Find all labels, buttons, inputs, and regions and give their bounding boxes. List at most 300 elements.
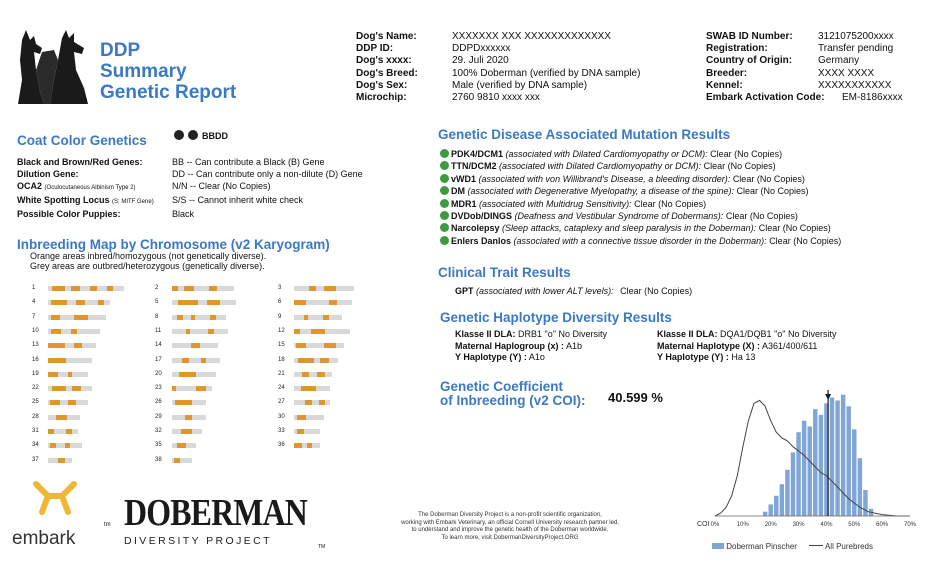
chromosome-label: 13 [32,342,39,349]
x-tick-label: 20% [764,522,777,528]
registration-row [706,31,903,43]
inbred-segment [191,343,200,348]
dog-info-row [356,68,640,80]
clinical-result: Clear (No Copies) [620,286,693,296]
chromosome-label: 8 [155,313,159,320]
dog-info-value: DDPDxxxxxx [452,43,511,55]
histogram-bar [830,398,834,516]
dog-info-value: 29. Juli 2020 [452,55,509,67]
inbred-segment [309,286,316,291]
inbred-segment [298,358,313,363]
inbred-segment [178,300,197,305]
chromosome-bar [172,300,236,305]
clinical-title: Clinical Trait Results [438,265,571,280]
chromosome-bar [48,315,106,320]
histogram-bar [791,452,795,516]
chromosome-bar [294,400,330,405]
coat-genotype: BBDD [174,130,228,141]
inbred-segment [98,300,104,305]
inbreeding-map-title: Inbreeding Map by Chromosome (v2 Karyogram) [17,237,330,252]
disease-name: Narcolepsy [451,223,500,234]
inbred-segment [179,372,197,377]
chromosome-bar [172,443,196,448]
report-title [100,40,236,103]
inbred-segment [68,372,72,377]
chromosome-label: 33 [278,428,285,434]
inbred-segment [58,458,65,463]
chromosome-label: 11 [155,327,162,334]
coat-label-text: White Spotting Locus [17,195,110,205]
inbred-segment [319,400,324,405]
black-dot-icon [188,130,198,140]
coat-label-sub: (S: MITF Gene) [112,199,154,205]
registration-row [706,43,903,55]
x-tick-label: 40% [820,522,833,528]
x-tick-label: 60% [876,522,889,528]
chromosome-label: 1 [32,285,36,291]
disease-row [440,173,841,185]
inbred-segment [210,315,215,320]
chromosome-bar [172,286,234,291]
chromosome-bar [294,415,324,420]
title-line-1: DDP [100,40,141,61]
chromosome-label: 24 [278,385,285,392]
x-tick-label: 30% [792,522,805,528]
chromosome-bar [48,329,100,334]
inbred-segment [294,443,302,448]
doberman-silhouette-logo [14,30,96,106]
inbred-segment [181,429,192,434]
clear-status-icon [440,174,449,183]
chromosome-label: 37 [32,456,39,463]
all-purebreds-line [715,400,910,516]
chromosome-bar [172,343,218,348]
histogram-bar [763,512,767,516]
chromosome-label: 18 [278,356,285,363]
disease-result: Clear (No Copies) [703,161,776,172]
chromosome-label: 32 [155,428,162,434]
inbred-segment [301,386,315,391]
registration-value: Germany [818,55,860,67]
chromosome-bar [294,343,344,348]
dog-info-row [356,92,640,104]
chromosome-bar [48,429,78,434]
chromosome-bar [48,400,88,405]
coat-row [17,180,363,194]
inbred-segment [294,300,306,305]
chromosome-bar [294,372,332,377]
chromosome-label: 10 [32,327,39,334]
inbred-segment [201,358,206,363]
dog-info-row [356,80,640,92]
chromosome-label: 9 [278,313,282,320]
inbred-segment [304,315,309,320]
inbred-segment [71,329,76,334]
disease-result: Clear (No Copies) [725,211,798,222]
dog-info-row [356,43,640,55]
disease-name: DVDob/DINGS [451,211,513,222]
histogram-bar [863,490,867,516]
haplotype-label: Y Haplotype (Y) : [455,352,527,362]
inbred-segment [90,286,98,291]
inbred-segment [66,429,72,434]
disease-result: Clear (No Copies) [710,149,783,159]
disease-desc: (associated with Degenerative Myelopathy, a disease of the spine): [467,186,734,197]
inbreeding-note-2: Grey areas are outbred/heterozygous (genetically diverse). [30,261,265,271]
clear-status-icon [440,211,449,220]
coat-row [17,194,363,208]
inbred-segment [185,415,192,420]
black-dot-icon [174,130,184,140]
haplotype-row [455,341,607,353]
chromosome-bar [172,415,206,420]
haplotype-label: Maternal Haplogroup (x) : [455,340,565,351]
inbred-segment [172,386,176,391]
chromosome-label: 3 [278,285,282,291]
disease-row [440,160,841,172]
chromosome-label: 2 [155,285,159,291]
chromosome-bar [48,458,72,463]
chromosome-label: 36 [278,442,285,449]
inbred-segment [296,343,306,348]
inbred-segment [184,286,193,291]
haplotype-left [455,329,607,364]
chromosome-label: 26 [155,399,162,406]
haplotype-label: Klasse II DLA: [455,329,516,339]
title-line-3: Genetic Report [100,82,237,103]
inbred-segment [324,286,336,291]
x-tick-label: 50% [848,522,861,528]
inbred-segment [56,415,67,420]
disease-result: Clear (No Copies) [769,235,842,246]
dog-info-row [356,55,640,67]
registration-row [706,55,903,67]
coat-rows [17,156,363,220]
disease-name: Enlers Danlos [451,235,512,246]
chromosome-label: 30 [278,413,285,420]
disease-desc: (associated with von Willibrand's Disease, a bleeding disorder): [478,173,731,184]
disease-row [440,235,841,247]
dog-info-row [356,31,640,43]
haplotype-row [455,352,607,364]
legend-line-label: All Purebreds [824,542,873,551]
inbred-segment [74,315,88,320]
dmp-tm: TM [318,544,326,550]
dog-info-label: Dog's Name: [356,31,417,42]
coi-title: Genetic Coefficient of Inbreeding (v2 COI): [440,379,586,408]
registration-value: EM-8186xxxx [842,92,903,104]
disease-name: MDR1 [451,198,477,209]
histogram-bar [841,395,845,516]
disease-desc: (associated with Multidrug Sensitivity): [479,198,632,209]
coat-row-value: N/N -- Clear (No Copies) [172,181,271,191]
chromosome-label: 28 [32,413,39,420]
inbred-segment [74,343,81,348]
dog-info-label: Dog's xxxx: [356,55,412,67]
disease-desc: (associated with Dilated Cardiomyopathy or DCM): [505,149,708,159]
inbred-segment [209,286,216,291]
histogram-bar [813,409,817,516]
dog-info-value: Male (verified by DNA sample) [452,79,588,91]
coat-label-text: Possible Color Puppies: [17,209,121,219]
inbred-segment [72,386,81,391]
chromosome-bar [172,372,216,377]
coat-row-label [17,194,172,208]
chromosome-label: 6 [278,299,282,306]
disease-desc: (Deafness and Vestibular Syndrome of Dobermans): [514,211,724,222]
chromosome-label: 38 [155,456,162,463]
chromosome-bar [48,300,110,305]
registration-info-block [706,31,903,104]
inbred-segment [48,372,58,377]
haplotype-value: DQA1/DQB1 "o" No Diversity [720,329,837,339]
dog-info-value: 100% Doberman (verified by DNA sample) [452,67,641,79]
inbred-segment [177,315,182,320]
inbred-segment [50,443,57,448]
inbred-segment [48,429,54,434]
inbred-segment [51,300,67,305]
inbred-segment [317,372,325,377]
dog-info-label: Dog's Breed: [356,67,418,79]
histogram-bar [785,470,789,516]
coat-row [17,156,363,168]
histogram-bar [768,504,772,516]
chromosome-label: 34 [32,442,39,449]
chromosome-bar [48,358,92,363]
coi-value: 40.599 % [608,390,663,405]
inbred-segment [68,400,76,405]
disease-name: DM [451,186,465,197]
clinical-row [455,285,692,297]
chromosome-bar [48,415,80,420]
disease-name: TTN/DCM2 [451,161,497,172]
coat-label-sub: (Oculocutaneous Albinism Type 2) [44,185,136,191]
chromosome-label: 31 [32,428,39,434]
coat-row-value: S/S -- Cannot inherit white check [172,195,304,205]
registration-row [706,80,903,92]
registration-row [706,68,903,80]
inbred-segment [65,443,70,448]
inbred-segment [208,329,214,334]
dog-info-label: Microchip: [356,92,407,104]
chromosome-bar [48,343,96,348]
disease-desc: (Sleep attacks, cataplexy and sleep paralysis in the Doberman): [502,223,757,234]
disease-row [440,148,841,160]
histogram-bar [796,432,800,516]
legend-line-swatch [809,545,823,546]
coat-row-value: Black [172,209,195,219]
inbred-segment [320,358,329,363]
haplotype-row [455,329,607,341]
registration-row [706,92,903,104]
clear-status-icon [440,236,449,245]
disease-row [440,222,841,234]
registration-value: XXXXXXXXXXX [818,79,892,91]
dog-info-label: Dog's Sex: [356,79,408,91]
haplotype-row [657,352,836,364]
inbred-segment [323,315,329,320]
x-tick-label: 70% [903,522,917,528]
inbred-segment [172,286,178,291]
inbred-segment [51,329,61,334]
chromosome-bar [172,429,202,434]
registration-label: SWAB ID Number: [706,31,793,42]
haplotype-row [657,329,836,341]
coat-row-label [17,208,172,220]
inbred-segment [297,429,305,434]
coat-label-text: Black and Brown/Red Genes: [17,157,143,167]
inbred-segment [297,415,306,420]
chromosome-label: 5 [155,299,159,306]
coat-row-label [17,156,172,168]
chromosome-bar [294,329,350,334]
chromosome-bar [294,443,320,448]
haplotype-row [657,341,836,353]
embark-wordmark: embark [12,528,76,549]
chromosome-bar [294,429,320,434]
haplotype-value: A1b [566,340,583,351]
chromosome-label: 29 [155,413,162,420]
chromosome-bar [172,358,220,363]
haplotype-value: Ha 13 [731,352,756,362]
chromosome-label: 12 [278,327,285,334]
chromosome-bar [294,315,342,320]
chromosome-label: 35 [155,442,162,449]
haplotype-title: Genetic Haplotype Diversity Results [440,310,672,325]
inbred-segment [107,286,113,291]
inbred-segment [207,300,220,305]
disease-result: Clear (No Copies) [732,173,805,184]
histogram-bar [835,400,839,516]
disease-list [440,148,841,247]
registration-value: XXXX XXXX [818,67,875,79]
chromosome-label: 20 [155,370,162,377]
chart-legend [712,542,873,551]
chromosome-label: 19 [32,370,39,377]
clear-status-icon [440,223,449,232]
chromosome-bar [294,300,352,305]
chromosome-bar [294,286,354,291]
chromosome-label: 15 [278,342,285,349]
disease-row [440,198,841,210]
haplotype-right [657,329,836,364]
coat-row-label [17,180,172,194]
clinical-name: GPT [455,286,474,296]
histogram-bar [802,421,806,516]
chromosome-bar [294,386,330,391]
clear-status-icon [440,161,449,170]
inbred-segment [52,386,65,391]
chromosome-bar [172,386,212,391]
registration-label: Breeder: [706,67,748,79]
haplotype-label: Y Haplotype (Y) : [657,352,729,362]
inbred-segment [50,400,60,405]
x-axis-label: COI [697,521,710,528]
inbred-segment [71,286,80,291]
registration-label: Embark Activation Code: [706,92,825,104]
disease-result: Clear (No Copies) [634,198,707,209]
coi-distribution-chart [695,378,930,538]
coat-label-text: OCA2 [17,181,43,191]
chromosome-label: 21 [278,370,285,377]
chromosome-label: 4 [32,299,36,306]
chromosome-bar [172,400,206,405]
chromosome-label: 17 [155,356,162,363]
chromosome-label: 27 [278,399,285,406]
histogram-bar [807,426,811,516]
coat-row [17,168,363,180]
clear-status-icon [440,186,449,195]
coat-row-label [17,168,172,180]
disease-result: Clear (No Copies) [736,186,809,197]
inbred-segment [52,286,66,291]
legend-bar-label: Doberman Pinscher [726,542,797,551]
chromosome-bar [172,458,192,463]
disease-desc: (associated with a connective tissue disorder in the Doberman): [513,235,767,246]
clinical-desc: (associated with lower ALT levels): [476,286,614,296]
registration-label: Kennel: [706,79,743,91]
inbred-segment [186,329,190,334]
chromosome-label: 23 [155,385,162,392]
inbred-segment [307,443,312,448]
chromosome-bar [48,443,82,448]
inbred-segment [48,358,66,363]
registration-value: Transfer pending [818,43,894,55]
chromosome-bar [172,315,226,320]
dmp-wordmark: DOBERMAN [124,492,308,534]
legend-bar-swatch [712,543,724,549]
inbred-segment [174,458,180,463]
inbred-segment [182,358,189,363]
disease-name: vWD1 [451,173,477,184]
chromosome-label: 7 [32,313,36,320]
embark-tm: tm [104,522,111,528]
chromosome-bar [172,329,228,334]
embark-logo-icon [30,478,80,518]
inbred-segment [196,386,206,391]
chromosome-bar [48,372,88,377]
disease-result: Clear (No Copies) [758,223,831,234]
inbreeding-note-1: Orange areas inbred/homozygous (not genetically diverse). [30,251,267,261]
dog-info-value: 2760 9810 xxxx xxx [452,92,540,104]
disease-row [440,210,841,222]
logo-tm: TM [80,98,88,104]
dog-info-block [356,31,640,104]
disease-name: PDK4/DCM1 [451,149,504,159]
inbred-segment [305,400,312,405]
coat-row [17,208,363,220]
dmp-subtitle: DIVERSITY PROJECT [124,535,272,547]
dog-info-value: XXXXXXX XXX XXXXXXXXXXXXX [452,31,611,42]
histogram-bar [780,484,784,516]
inbred-segment [191,315,195,320]
histogram-bar [774,496,778,516]
inbred-segment [311,329,325,334]
x-tick-label: 10% [736,522,749,528]
chromosome-label: 16 [32,356,39,363]
disease-title: Genetic Disease Associated Mutation Results [438,127,731,142]
title-line-2: Summary [100,61,187,82]
inbred-segment [177,443,187,448]
inbred-segment [51,315,60,320]
inbred-segment [329,300,338,305]
chromosome-label: 14 [155,342,162,349]
haplotype-label: Maternal Haplotype (X) : [657,340,761,351]
coat-label-text: Dilution Gene: [17,169,79,179]
histogram-bar [819,415,823,516]
inbred-segment [324,343,336,348]
inbred-segment [302,372,310,377]
